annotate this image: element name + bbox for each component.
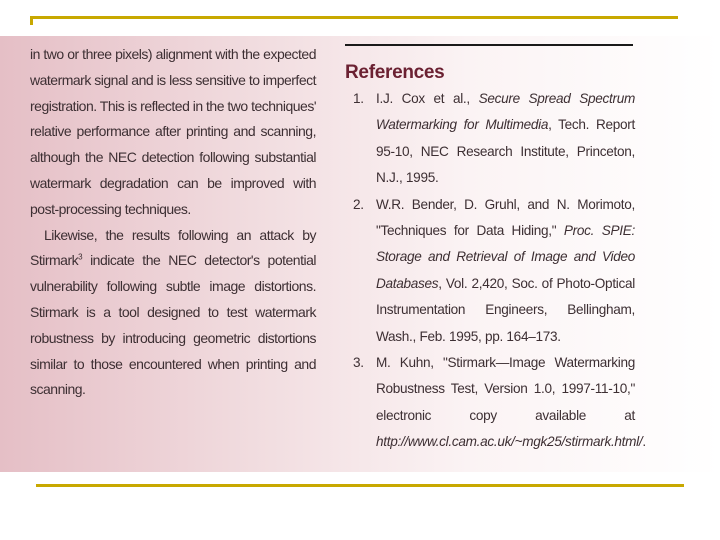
references-heading: References — [345, 62, 445, 83]
reference-authors: I.J. Cox et al., — [376, 91, 479, 106]
body-paragraph-2 — [30, 223, 316, 404]
reference-authors: W.R. Bender, D. Gruhl, and N. Morimoto, "Techniques for Data Hiding," — [376, 196, 635, 239]
reference-number: 2. — [353, 196, 364, 212]
top-rule-tick — [30, 16, 33, 25]
reference-details: , Tech. Report 95-10, NEC Research Institute, Princeton, N.J., 1995. — [376, 117, 635, 186]
references-column — [345, 44, 646, 456]
left-text-column — [30, 42, 316, 403]
reference-number: 1. — [353, 91, 364, 106]
references-top-rule — [345, 44, 633, 46]
paragraph-2-start: Likewise, the results following an attack by Stirmark — [30, 226, 316, 269]
footnote-ref-3: 3 — [78, 252, 83, 262]
reference-item-3 — [345, 350, 646, 456]
reference-details: . — [642, 434, 646, 450]
top-rule — [30, 16, 678, 19]
references-list — [345, 86, 646, 456]
paragraph-2-rest: indicate the NEC detector's potential vulnerability following subtle image distortions. Stirmark is a tool designed to test watermark robustness by introducing geometric distortions similar to those encountered when printing and scanning. — [30, 252, 316, 398]
reference-number: 3. — [353, 355, 364, 371]
reference-url-link[interactable]: http://www.cl.cam.ac.uk/~mgk25/stirmark.html/ — [376, 434, 643, 450]
body-paragraph-1: in two or three pixels) alignment with the expected watermark signal and is less sensitive to imperfect registration. This is reflected in the two techniques' relative performance after printing and scanning, although the NEC detection following substantial watermark degradation can be improved with post-processing techniques. — [30, 46, 316, 217]
reference-details: , Vol. 2,420, Soc. of Photo-Optical Instrumentation Engineers, Bellingham, Wash., Feb. 1995, pp. 164–173. — [376, 275, 635, 344]
reference-item-2 — [345, 192, 635, 350]
document-page — [0, 36, 720, 472]
reference-authors: M. Kuhn, "Stirmark—Image Watermarking Robustness Test, Version 1.0, 1997-11-10," electronic copy available at — [376, 355, 635, 423]
reference-item-1 — [345, 86, 635, 192]
bottom-rule — [36, 484, 684, 487]
reference-venue: Proc. SPIE: Storage and Retrieval of Image and Video Databases — [376, 223, 635, 291]
reference-title: Secure Spread Spectrum Watermarking for Multimedia — [376, 91, 635, 133]
